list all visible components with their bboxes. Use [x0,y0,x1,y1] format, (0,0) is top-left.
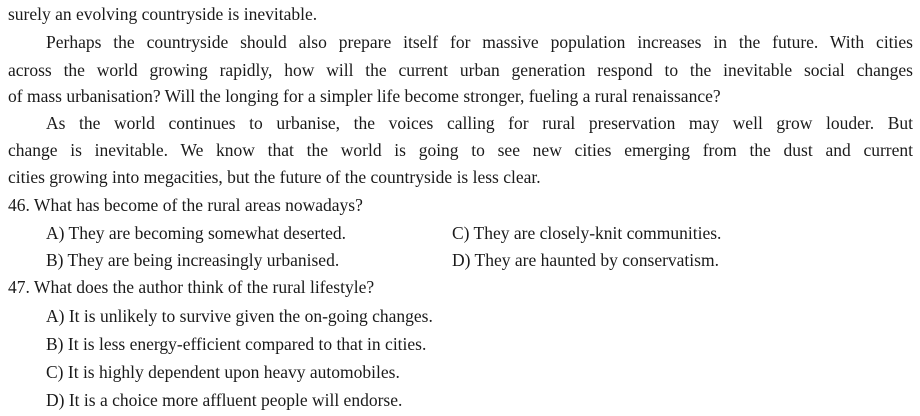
passage-line: change is inevitable. We know that the world is going to see new cities emerging from the dust and current [8,140,913,160]
answer-option-b: B) They are being increasingly urbanised. [46,250,340,270]
passage-line: of mass urbanisation? Will the longing for a simpler life become stronger, fueling a rural renaissance? [8,86,721,106]
passage-line: surely an evolving countryside is inevitable. [8,4,318,24]
answer-option-b: B) It is less energy-efficient compared to that in cities. [46,334,427,354]
question-stem: 46. What has become of the rural areas nowadays? [8,195,363,215]
answer-option-a: A) It is unlikely to survive given the on-going changes. [46,306,433,326]
answer-option-d: D) They are haunted by conservatism. [452,250,719,270]
answer-option-c: C) They are closely-knit communities. [452,223,722,243]
passage-line: Perhaps the countryside should also prepare itself for massive population increases in the future. With cities [46,32,913,52]
answer-option-d: D) It is a choice more affluent people will endorse. [46,390,403,410]
question-stem: 47. What does the author think of the rural lifestyle? [8,277,375,297]
passage-line: across the world growing rapidly, how will the current urban generation respond to the inevitable social changes [8,60,913,80]
answer-option-c: C) It is highly dependent upon heavy automobiles. [46,362,400,382]
passage-line: cities growing into megacities, but the future of the countryside is less clear. [8,167,541,187]
passage-line: As the world continues to urbanise, the voices calling for rural preservation may well grow louder. But [46,113,913,133]
answer-option-a: A) They are becoming somewhat deserted. [46,223,346,243]
